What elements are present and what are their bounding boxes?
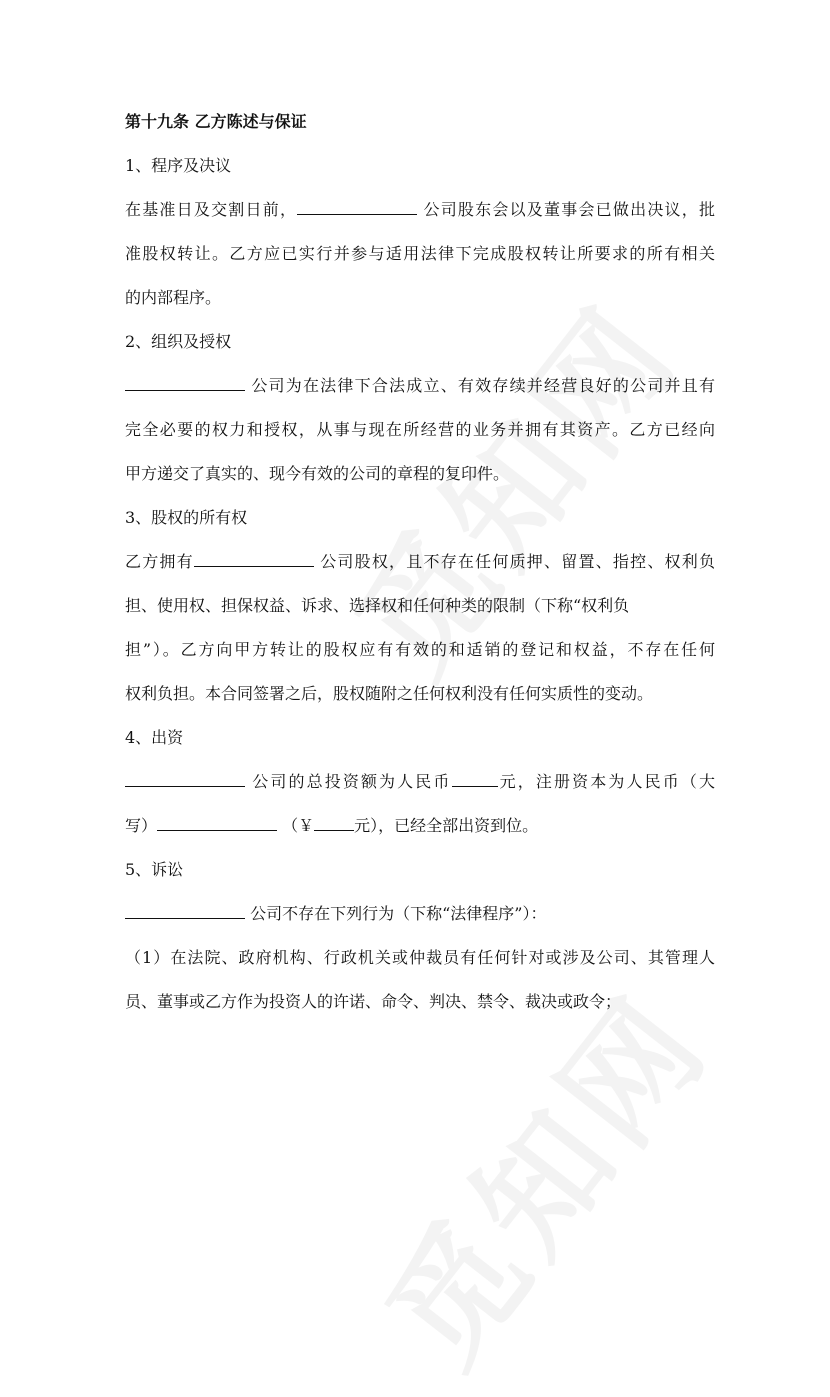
paragraph-line: 在基准日及交割日前， 公司股东会以及董事会已做出决议，批 bbox=[125, 200, 715, 219]
fill-blank[interactable] bbox=[125, 772, 245, 787]
section-heading: 2、组织及授权 bbox=[125, 332, 232, 351]
fill-blank[interactable] bbox=[297, 200, 417, 215]
paragraph-line: 完全必要的权力和授权，从事与现在所经营的业务并拥有其资产。乙方已经向 bbox=[125, 420, 715, 439]
fill-blank[interactable] bbox=[157, 816, 277, 831]
paragraph-line: （1）在法院、政府机构、行政机关或仲裁员有任何针对或涉及公司、其管理人 bbox=[125, 948, 715, 967]
paragraph-line: 公司为在法律下合法成立、有效存续并经营良好的公司并且有 bbox=[125, 364, 715, 408]
section-heading: 1、程序及决议 bbox=[125, 156, 232, 175]
paragraph-line: 的内部程序。 bbox=[125, 288, 222, 307]
fill-blank[interactable] bbox=[314, 816, 354, 831]
paragraph-line: 权利负担。本合同签署之后，股权随附之任何权利没有任何实质性的变动。 bbox=[125, 684, 654, 703]
fill-blank[interactable] bbox=[194, 552, 314, 567]
fill-blank[interactable] bbox=[452, 772, 498, 787]
article-title: 第十九条 乙方陈述与保证 bbox=[125, 112, 307, 131]
section-heading: 4、出资 bbox=[125, 728, 184, 747]
paragraph-line: 员、董事或乙方作为投资人的许诺、命令、判决、禁令、裁决或政令； bbox=[125, 992, 622, 1011]
fill-blank[interactable] bbox=[125, 376, 245, 391]
paragraph-line: 公司的总投资额为人民币 元，注册资本为人民币（大 bbox=[125, 760, 715, 804]
paragraph-line: 写） （￥ 元），已经全部出资到位。 bbox=[125, 816, 539, 835]
section-heading: 5、诉讼 bbox=[125, 860, 184, 879]
paragraph-line: 担、使用权、担保权益、诉求、选择权和任何种类的限制（下称“权利负 bbox=[125, 596, 630, 615]
section-heading: 3、股权的所有权 bbox=[125, 508, 248, 527]
paragraph-line: 准股权转让。乙方应已实行并参与适用法律下完成股权转让所要求的所有相关 bbox=[125, 244, 715, 263]
fill-blank[interactable] bbox=[125, 904, 245, 919]
paragraph-line: 公司不存在下列行为（下称“法律程序”）： bbox=[125, 892, 715, 936]
paragraph-line: 乙方拥有 公司股权，且不存在任何质押、留置、指控、权利负 bbox=[125, 552, 715, 571]
paragraph-line: 甲方递交了真实的、现今有效的公司的章程的复印件。 bbox=[125, 464, 510, 483]
document-page bbox=[125, 100, 715, 1024]
paragraph-line: 担”）。乙方向甲方转让的股权应有有效的和适销的登记和权益，不存在任何 bbox=[125, 640, 715, 659]
